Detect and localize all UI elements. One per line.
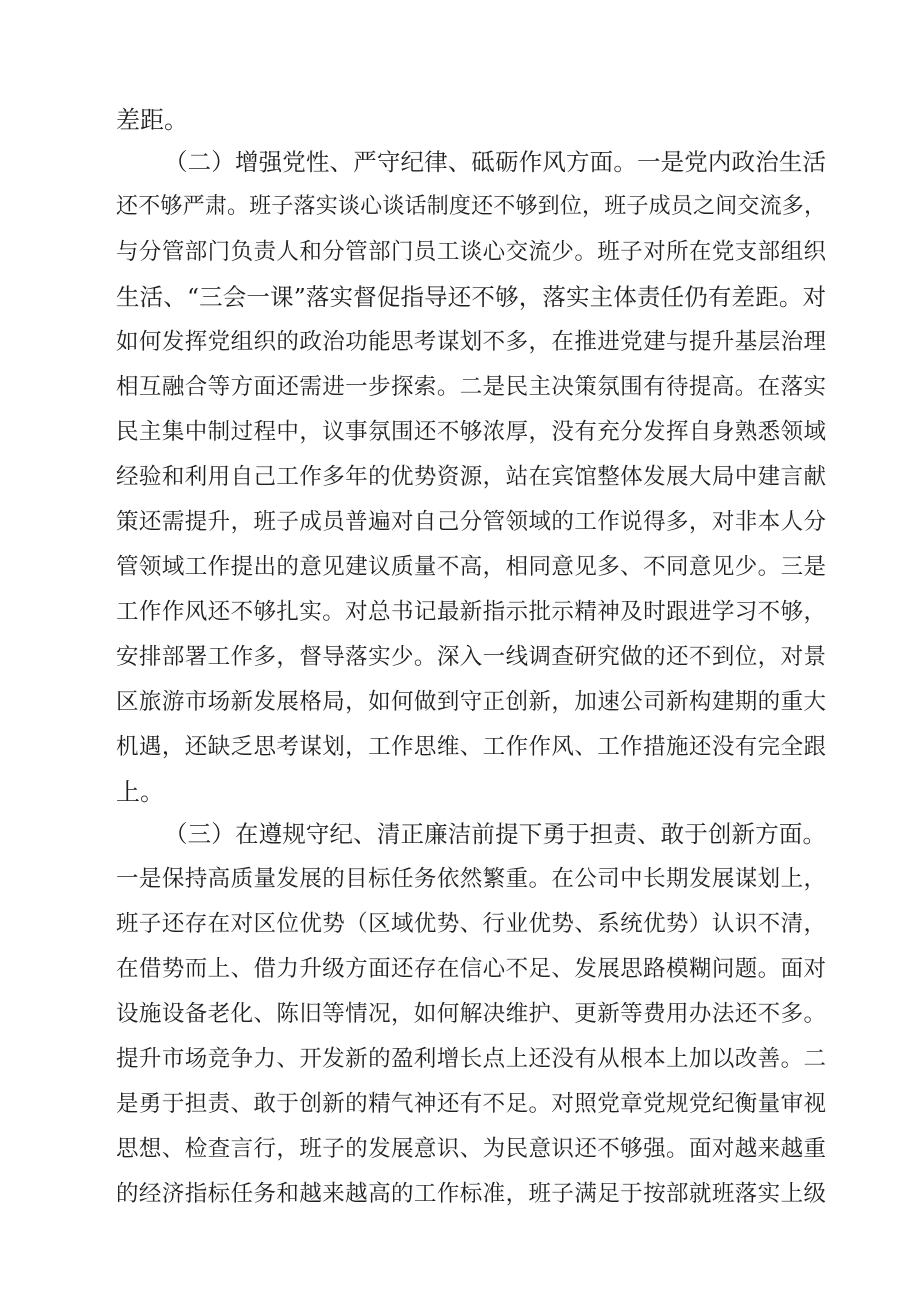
text-line: 生活、“三会一课”落实督促指导还不够，落实主体责任仍有差距。对: [116, 283, 826, 311]
text-line: 如何发挥党组织的政治功能思考谋划不多，在推进党建与提升基层治理: [116, 329, 826, 355]
text-line: 提升市场竞争力、开发新的盈利增长点上还没有从根本上加以改善。二: [116, 1046, 826, 1072]
text-line: 相互融合等方面还需进一步探索。二是民主决策氛围有待提高。在落实: [116, 374, 826, 400]
text-line: 差距。: [116, 106, 188, 134]
text-line: （二）增强党性、严守纪律、砥砺作风方面。一是党内政治生活: [164, 148, 826, 176]
text-line: 班子还存在对区位优势（区域优势、行业优势、系统优势）认识不清，: [116, 911, 826, 937]
text-line: 机遇，还缺乏思考谋划，工作思维、工作作风、工作措施还没有完全跟: [116, 734, 826, 760]
text-line: 工作作风还不够扎实。对总书记最新指示批示精神及时跟进学习不够，: [116, 599, 826, 625]
text-line: 经验和利用自己工作多年的优势资源，站在宾馆整体发展大局中建言献: [116, 464, 826, 490]
text-line: 一是保持高质量发展的目标任务依然繁重。在公司中长期发展谋划上，: [116, 866, 826, 892]
text-line: 设施设备老化、陈旧等情况，如何解决维护、更新等费用办法还不多。: [116, 1001, 826, 1027]
text-line: 策还需提升，班子成员普遍对自己分管领域的工作说得多，对非本人分: [116, 509, 826, 535]
text-line: 安排部署工作多，督导落实少。深入一线调查研究做的还不到位，对景: [116, 644, 826, 670]
text-line: 思想、检查言行，班子的发展意识、为民意识还不够强。面对越来越重: [116, 1136, 826, 1162]
text-line: （三）在遵规守纪、清正廉洁前提下勇于担责、敢于创新方面。: [164, 820, 826, 848]
text-line: 还不够严肃。班子落实谈心谈话制度还不够到位，班子成员之间交流多，: [116, 194, 826, 219]
text-line: 区旅游市场新发展格局，如何做到守正创新，加速公司新构建期的重大: [116, 689, 826, 715]
text-line: 上。: [116, 778, 164, 806]
text-line: 是勇于担责、敢于创新的精气神还有不足。对照党章党规党纪衡量审视: [116, 1091, 826, 1117]
text-line: 管领域工作提出的意见建议质量不高，相同意见多、不同意见少。三是: [116, 554, 826, 580]
text-line: 与分管部门负责人和分管部门员工谈心交流少。班子对所在党支部组织: [116, 239, 826, 265]
text-line: 的经济指标任务和越来越高的工作标准，班子满足于按部就班落实上级: [116, 1181, 826, 1207]
text-line: 在借势而上、借力升级方面还存在信心不足、发展思路模糊问题。面对: [116, 956, 826, 982]
text-line: 民主集中制过程中，议事氛围还不够浓厚，没有充分发挥自身熟悉领域: [116, 419, 826, 445]
